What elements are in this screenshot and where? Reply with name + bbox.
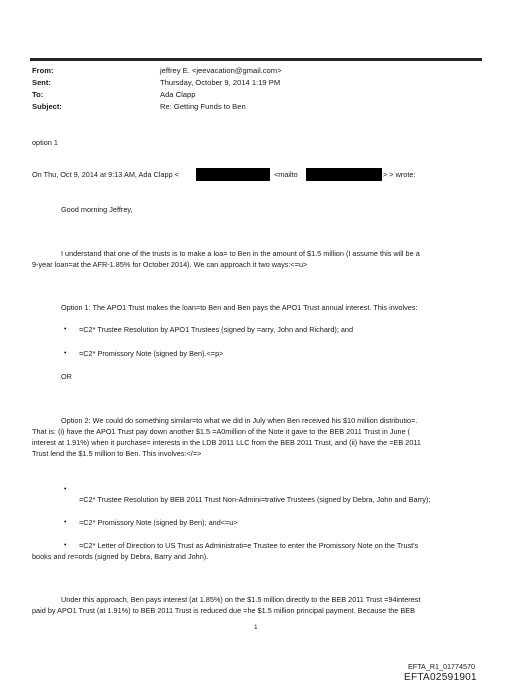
bullet-icon: • [64, 519, 67, 526]
option-2-item: =C2* Promissory Note (signed by Ben); and<=u> [79, 518, 238, 527]
page-number: 1 [254, 624, 258, 631]
redaction-box [196, 168, 270, 181]
option-2-line: Trust lend the $1.5 million to Ben. This involves:</=> [32, 449, 202, 458]
option-1-item: =C2* Trustee Resolution by APO1 Trustees (signed by =arry, John and Richard); and [79, 325, 354, 334]
paragraph-3-line: paid by APO1 Trust (at 1.91%) to BEB 2011 Trust is reduced due =he $1.5 million principal payment. Because the BEB [32, 606, 415, 615]
option-2-line: interest at 1.91%) when it purchase= interests in the LDB 2011 LLC from the BEB 2011 Trust, and (ii) have the =EB 2011 [32, 438, 421, 447]
paragraph-3-line: Under this approach, Ben pays interest (at 1.85%) on the $1.5 million directly to the BEB 2011 Trust =94interest [61, 595, 421, 604]
from-label: From: [32, 66, 54, 75]
bullet-icon: • [64, 326, 67, 333]
or-line: OR [61, 372, 72, 381]
option-2-line: Option 2: We could do something similar=to what we did in July when Ben received his $10 million distributio=. [61, 416, 418, 425]
document-id-primary: EFTA_R1_01774570 [408, 662, 475, 671]
header-rule [30, 58, 482, 61]
option-2-line: That is: (i) have the APO1 Trust pay down another $1.5 =A0million of the Note it gave to the BEB 2011 Trust in June ( [32, 427, 411, 436]
option-1-item: =C2* Promissory Note (signed by Ben).<=p> [79, 349, 224, 358]
quote-intro: On Thu, Oct 9, 2014 at 9:13 AM, Ada Clapp < [32, 170, 179, 179]
quote-wrote: > > wrote: [383, 170, 416, 179]
to-label: To: [32, 90, 44, 99]
document-id-secondary: EFTA02591901 [404, 672, 477, 683]
option-2-item: =C2* Trustee Resolution by BEB 2011 Trust Non-Admini=trative Trustees (signed by Debra, John and Barry); [79, 495, 431, 504]
option-1-heading: Option 1: The APO1 Trust makes the loan=to Ben and Ben pays the APO1 Trust annual interest. This involves: [61, 303, 418, 312]
bullet-icon: • [64, 542, 67, 549]
sent-label: Sent: [32, 78, 51, 87]
paragraph-1-line: I understand that one of the trusts is to make a loa= to Ben in the amount of $1.5 million (I assume this will be a [61, 249, 420, 258]
bullet-icon: • [64, 350, 67, 357]
greeting: Good morning Jeffrey, [61, 205, 133, 214]
bullet-icon: • [64, 486, 67, 493]
to-value: Ada Clapp [160, 90, 196, 99]
quote-mailto: <mailto [274, 170, 298, 179]
option-line: option 1 [32, 138, 58, 147]
subject-value: Re: Getting Funds to Ben [160, 102, 246, 111]
paragraph-1-line: 9-year loan=at the AFR-1.85% for October 2014). We can approach it two ways:<=u> [32, 260, 308, 269]
option-2-item-continued: books and re=ords (signed by Debra, Barry and John). [32, 552, 209, 561]
from-value: jeffrey E. <jeevacation@gmail.com> [160, 66, 282, 75]
redaction-box [306, 168, 382, 181]
subject-label: Subject: [32, 102, 62, 111]
sent-value: Thursday, October 9, 2014 1:19 PM [160, 78, 281, 87]
option-2-item: =C2* Letter of Direction to US Trust as Administrati=e Trustee to enter the Promissory Note on the Trust's [79, 541, 419, 550]
